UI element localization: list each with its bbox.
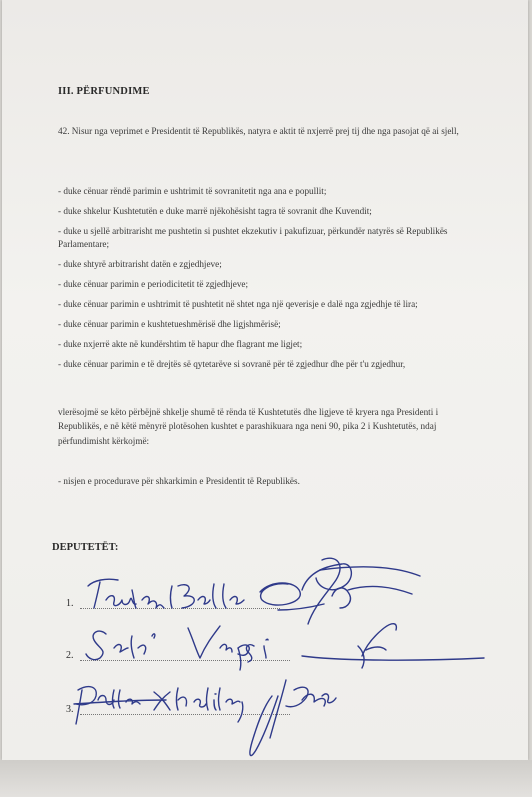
conclusion-paragraph: vlerësojmë se këto përbëjnë shkelje shumë të rënda të Kushtetutës dhe ligjeve të kryera nga Presidenti i Republikës, e në këtë mënyrë plotësohen kushtet e parashikuara nga neni 90, pika 2 i Kushtetutës, ndaj përfundimisht kërkojmë: <box>58 407 439 446</box>
list-item: - duke cënuar parimin e të drejtës së qytetarëve si sovranë për të zgjedhur dhe për t'u zgjedhur, <box>58 359 406 369</box>
list-item: - duke shkelur Kushtetutën e duke marrë njëkohësisht tagra të sovranit dhe Kuvendit; <box>58 206 372 216</box>
signature-2-handwriting <box>86 624 484 670</box>
list-item: - duke cënuar parimin e kushtetueshmërisë dhe ligjshmërisë; <box>58 319 281 329</box>
list-item: - duke u sjellë arbitrarisht me pushtetin si pushtet ekzekutiv i pakufizuar, përkundër natyrës së Republikës Parlamentare; <box>58 226 448 249</box>
list-item: - duke cënuar parimin e periodicitetit të zgjedhjeve; <box>58 279 249 289</box>
section-heading: III. PËRFUNDIME <box>58 86 150 97</box>
signature-number: 1. <box>66 598 74 609</box>
signature-1-handwriting <box>88 558 420 624</box>
list-item: - duke cënuar parimin e ushtrimit të pushtetit në shtet nga një qeverisje e dalë nga zgjedhje të lira; <box>58 299 418 309</box>
handwritten-signatures <box>2 0 528 760</box>
request-paragraph: - nisjen e procedurave për shkarkimin e Presidentit të Republikës. <box>58 476 300 486</box>
signature-number: 2. <box>66 650 74 661</box>
document-page <box>2 0 528 760</box>
signature-number: 3. <box>66 704 74 715</box>
list-item: - duke shtyrë arbitrarisht datën e zgjedhjeve; <box>58 259 222 269</box>
list-item: - duke nxjerrë akte në kundërshtim të hapur dhe flagrant me ligjet; <box>58 339 303 349</box>
signature-3-handwriting <box>74 680 336 756</box>
intro-paragraph: 42. Nisur nga veprimet e Presidentit të Republikës, natyra e aktit të nxjerrë prej tij dhe nga pasojat që ai sjell, <box>58 126 459 136</box>
list-item: - duke cënuar rëndë parimin e ushtrimit të sovranitetit nga ana e popullit; <box>58 186 327 196</box>
scan-bottom-edge <box>0 760 532 797</box>
deputies-label: DEPUTETËT: <box>52 542 119 553</box>
